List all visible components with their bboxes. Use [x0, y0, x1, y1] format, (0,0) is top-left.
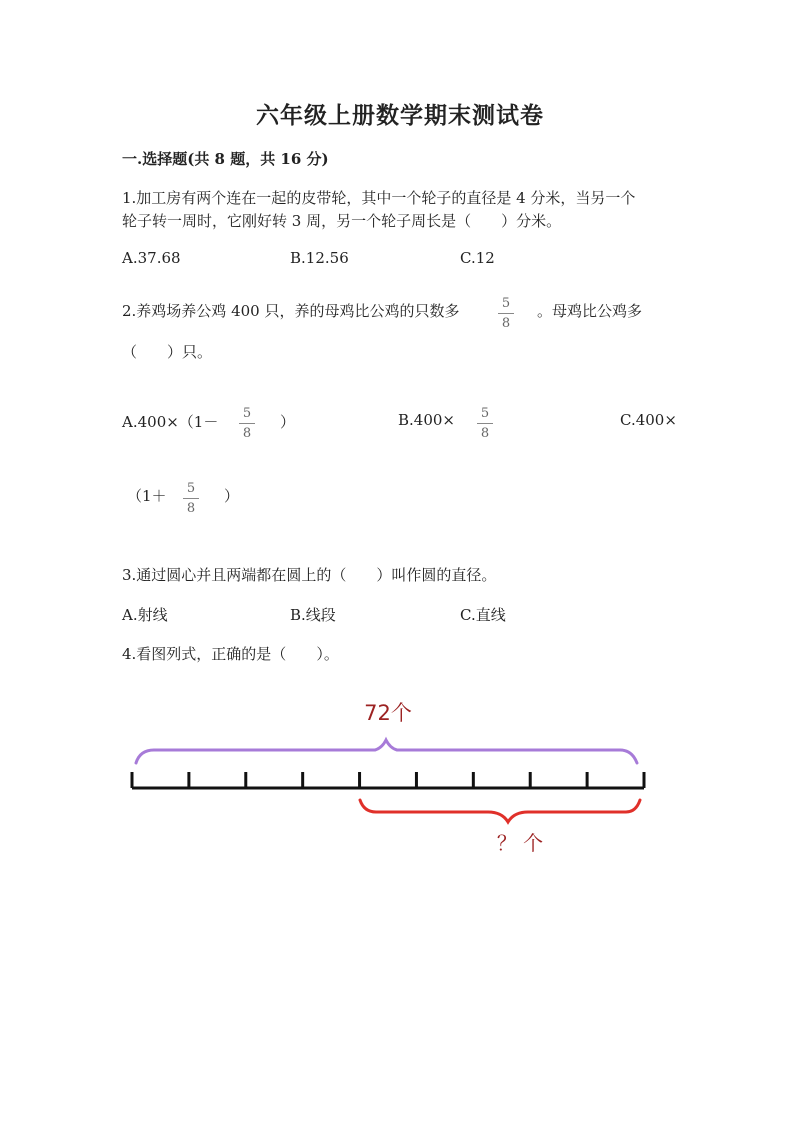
question-2-option-a-prefix: A.400×（1－: [122, 413, 219, 431]
question-2-line-1-start: 2.养鸡场养公鸡 400 只，养的母鸡比公鸡的只数多: [122, 302, 460, 320]
question-2-line-1-end: 。母鸡比公鸡多: [537, 302, 643, 320]
fraction-denominator: 8: [242, 426, 252, 441]
bottom-label: ？ 个: [496, 831, 544, 855]
question-2-option-b-prefix: B.400×: [398, 411, 455, 429]
fraction-denominator: 8: [480, 426, 490, 441]
tick-marks: [132, 772, 644, 788]
fraction-five-eighths: [474, 406, 496, 441]
fraction-denominator: 8: [186, 501, 196, 516]
top-label: 72个: [364, 701, 412, 725]
bottom-brace: [360, 800, 640, 822]
fraction-bar: [477, 423, 493, 424]
question-3-option-a: A.射线: [122, 606, 168, 624]
question-1-option-b: B.12.56: [290, 249, 349, 267]
question-2-option-c-prefix: C.400×: [620, 411, 677, 429]
question-2-option-c-line-2-suffix: ）: [224, 487, 240, 505]
fraction-five-eighths: [495, 296, 517, 331]
fraction-bar: [239, 423, 255, 424]
fraction-denominator: 8: [501, 316, 511, 331]
question-3-option-c: C.直线: [460, 606, 506, 624]
fraction-numerator: 5: [480, 406, 490, 421]
question-1-line-2: 轮子转一周时，它刚好转 3 周，另一个轮子周长是（ ）分米。: [122, 212, 562, 230]
fraction-bar: [183, 498, 199, 499]
segment-diagram: [120, 690, 660, 860]
fraction-numerator: 5: [186, 481, 196, 496]
fraction-five-eighths: [236, 406, 258, 441]
section-heading: 一.选择题(共 8 题，共 16 分): [122, 150, 329, 168]
question-2-option-a-suffix: ）: [280, 413, 296, 431]
question-2-line-2: （ ）只。: [122, 343, 213, 361]
question-1-line-1: 1.加工房有两个连在一起的皮带轮，其中一个轮子的直径是 4 分米，当另一个: [122, 189, 636, 207]
question-1-option-c: C.12: [460, 249, 495, 267]
top-brace: [136, 740, 637, 763]
fraction-numerator: 5: [242, 406, 252, 421]
question-2-option-c-line-2-prefix: （1＋: [127, 487, 167, 505]
fraction-five-eighths: [180, 481, 202, 516]
question-3-option-b: B.线段: [290, 606, 336, 624]
question-1-option-a: A.37.68: [122, 249, 181, 267]
question-3-line-1: 3.通过圆心并且两端都在圆上的（ ）叫作圆的直径。: [122, 566, 497, 584]
question-4-line-1: 4.看图列式，正确的是（ ）。: [122, 645, 339, 663]
fraction-numerator: 5: [501, 296, 511, 311]
fraction-bar: [498, 313, 514, 314]
page-title: 六年级上册数学期末测试卷: [256, 102, 544, 129]
